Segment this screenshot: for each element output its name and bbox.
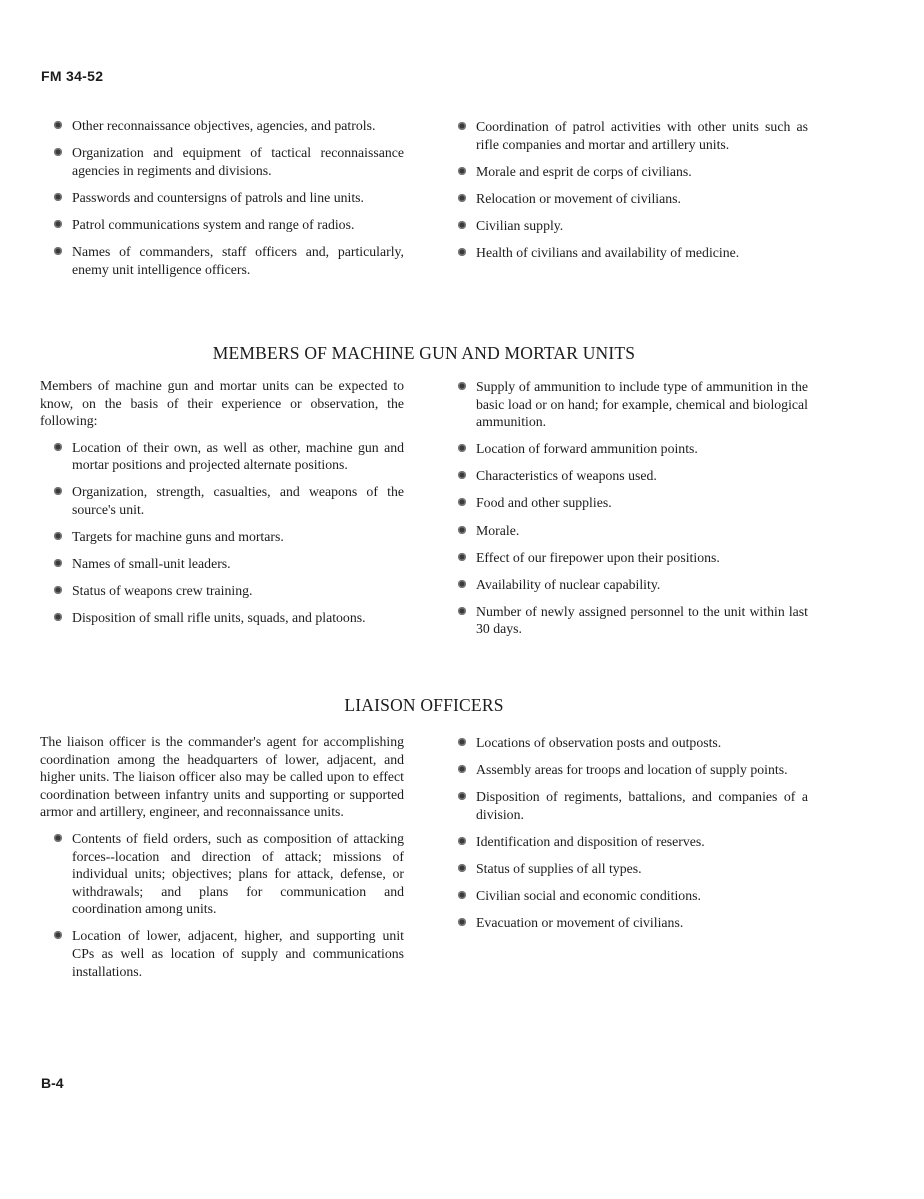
bullet-icon (54, 559, 62, 567)
list-item: Location of lower, adjacent, higher, and supporting unit CPs as well as location of supply and communications installations. (52, 927, 404, 980)
list-item: Identification and disposition of reserves. (456, 833, 808, 851)
list-item: Assembly areas for troops and location of supply points. (456, 761, 808, 779)
bullet-icon (54, 148, 62, 156)
bullet-icon (54, 834, 62, 842)
top-left-column (52, 117, 404, 288)
lo-left-column (40, 733, 404, 990)
list-item: Health of civilians and availability of medicine. (456, 244, 808, 262)
list-item: Patrol communications system and range of radios. (52, 216, 404, 234)
list-item: Morale. (456, 522, 808, 540)
list-item: Morale and esprit de corps of civilians. (456, 163, 808, 181)
bullet-icon (458, 122, 466, 130)
bullet-icon (458, 167, 466, 175)
mg-right-list (456, 378, 808, 638)
bullet-icon (54, 613, 62, 621)
lo-left-list (40, 830, 404, 980)
list-item: Coordination of patrol activities with other units such as rifle companies and mortar and artillery units. (456, 118, 808, 153)
bullet-icon (54, 443, 62, 451)
mg-left-column (40, 377, 404, 637)
bullet-icon (458, 607, 466, 615)
list-item: Location of their own, as well as other, machine gun and mortar positions and projected alternate positions. (52, 439, 404, 474)
bullet-icon (458, 194, 466, 202)
mg-right-column (456, 378, 808, 648)
list-item: Location of forward ammunition points. (456, 440, 808, 458)
bullet-icon (54, 586, 62, 594)
section-heading-liaison-officers: LIAISON OFFICERS (344, 695, 504, 715)
list-item: Passwords and countersigns of patrols and line units. (52, 189, 404, 207)
bullet-icon (458, 498, 466, 506)
list-item: Names of small-unit leaders. (52, 555, 404, 573)
bullet-icon (458, 526, 466, 534)
bullet-icon (458, 918, 466, 926)
list-item: Characteristics of weapons used. (456, 467, 808, 485)
list-item: Supply of ammunition to include type of ammunition in the basic load or on hand; for example, chemical and biological ammunition. (456, 378, 808, 431)
page-number: B-4 (41, 1075, 64, 1091)
list-item: Disposition of regiments, battalions, and companies of a division. (456, 788, 808, 823)
bullet-icon (458, 891, 466, 899)
lo-intro-paragraph: The liaison officer is the commander's agent for accomplishing coordination among the headquarters of lower, adjacent, and higher units. The liaison officer also may be called upon to effect coordination between infantry units and supporting or supported armor and artillery, engineer, and reconnaissance units. (40, 734, 404, 820)
bullet-icon (458, 221, 466, 229)
list-item: Availability of nuclear capability. (456, 576, 808, 594)
bullet-icon (54, 247, 62, 255)
top-right-list (456, 118, 808, 262)
bullet-icon (458, 471, 466, 479)
list-item: Civilian supply. (456, 217, 808, 235)
list-item: Names of commanders, staff officers and, particularly, enemy unit intelligence officers. (52, 243, 404, 278)
list-item: Food and other supplies. (456, 494, 808, 512)
document-header: FM 34-52 (41, 68, 104, 84)
bullet-icon (458, 382, 466, 390)
list-item: Organization, strength, casualties, and weapons of the source's unit. (52, 483, 404, 518)
top-right-column (456, 118, 808, 271)
bullet-icon (458, 837, 466, 845)
bullet-icon (54, 487, 62, 495)
bullet-icon (458, 738, 466, 746)
list-item: Targets for machine guns and mortars. (52, 528, 404, 546)
bullet-icon (458, 248, 466, 256)
bullet-icon (458, 553, 466, 561)
lo-right-column (456, 734, 808, 941)
bullet-icon (458, 580, 466, 588)
list-item: Contents of field orders, such as composition of attacking forces--location and direction of attack; missions of individual units; objectives; plans for attack, defense, or withdrawals; and plans for communication and coordination among units. (52, 830, 404, 918)
list-item: Status of weapons crew training. (52, 582, 404, 600)
bullet-icon (458, 792, 466, 800)
lo-right-list (456, 734, 808, 932)
list-item: Disposition of small rifle units, squads, and platoons. (52, 609, 404, 627)
list-item: Number of newly assigned personnel to the unit within last 30 days. (456, 603, 808, 638)
bullet-icon (458, 864, 466, 872)
mg-intro-paragraph: Members of machine gun and mortar units can be expected to know, on the basis of their experience or observation, the following: (40, 378, 404, 429)
section-heading-machine-gun: MEMBERS OF MACHINE GUN AND MORTAR UNITS (212, 343, 636, 363)
bullet-icon (458, 765, 466, 773)
bullet-icon (54, 220, 62, 228)
bullet-icon (54, 193, 62, 201)
bullet-icon (458, 444, 466, 452)
bullet-icon (54, 121, 62, 129)
list-item: Status of supplies of all types. (456, 860, 808, 878)
list-item: Evacuation or movement of civilians. (456, 914, 808, 932)
list-item: Organization and equipment of tactical reconnaissance agencies in regiments and divisions. (52, 144, 404, 179)
list-item: Civilian social and economic conditions. (456, 887, 808, 905)
list-item: Effect of our firepower upon their positions. (456, 549, 808, 567)
top-left-list (52, 117, 404, 278)
mg-left-list (40, 439, 404, 627)
bullet-icon (54, 532, 62, 540)
list-item: Other reconnaissance objectives, agencies, and patrols. (52, 117, 404, 135)
bullet-icon (54, 931, 62, 939)
list-item: Locations of observation posts and outposts. (456, 734, 808, 752)
list-item: Relocation or movement of civilians. (456, 190, 808, 208)
